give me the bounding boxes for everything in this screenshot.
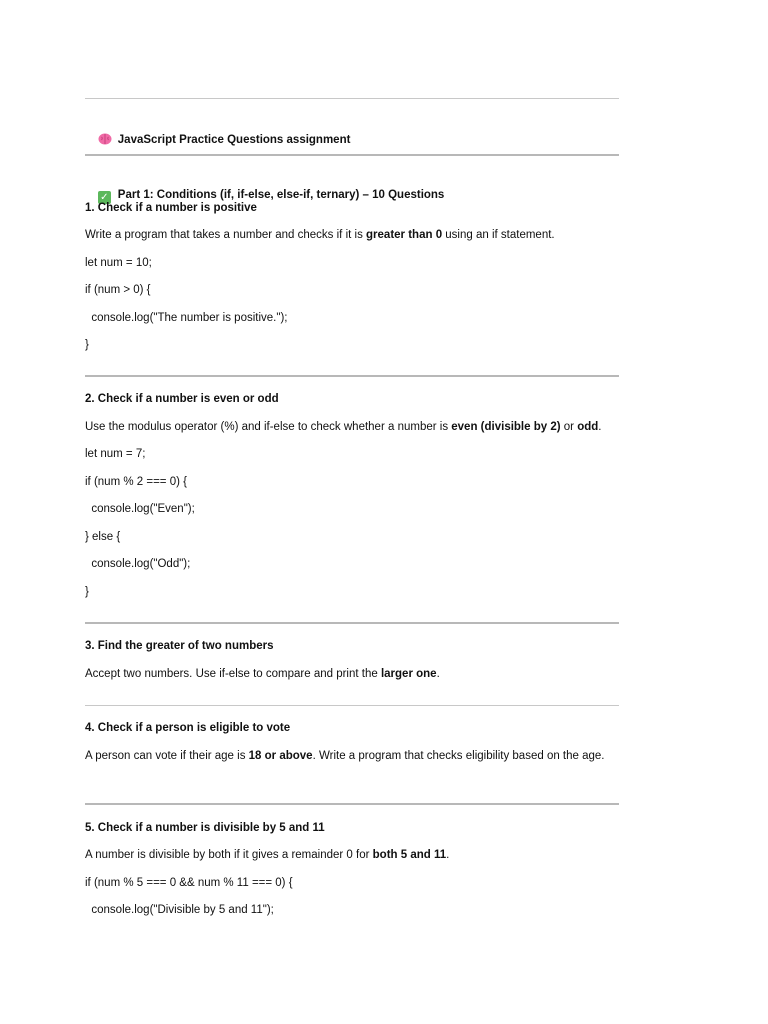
code-line: console.log("The number is positive."); <box>85 312 288 324</box>
code-line: if (num % 5 === 0 && num % 11 === 0) { <box>85 877 293 889</box>
divider <box>85 803 619 805</box>
brain-icon <box>98 132 112 146</box>
document-title-text: JavaScript Practice Questions assignment <box>117 134 351 146</box>
code-line: if (num > 0) { <box>85 284 151 296</box>
divider <box>85 154 619 156</box>
check-mark-icon: ✓ <box>98 191 111 204</box>
code-line: console.log("Even"); <box>85 503 195 515</box>
q5-heading: 5. Check if a number is divisible by 5 and 11 <box>85 822 325 834</box>
q5-description: A number is divisible by both if it gives a remainder 0 for both 5 and 11. <box>85 849 450 861</box>
code-line: if (num % 2 === 0) { <box>85 476 187 488</box>
document-title <box>85 117 350 163</box>
q4-heading: 4. Check if a person is eligible to vote <box>85 722 291 734</box>
q2-description: Use the modulus operator (%) and if-else to check whether a number is even (divisible by 2) or odd. <box>85 421 602 433</box>
divider <box>85 98 619 99</box>
divider <box>85 375 619 377</box>
code-line: console.log("Divisible by 5 and 11"); <box>85 904 274 916</box>
part1-heading-text: Part 1: Conditions (if, if-else, else-if, ternary) – 10 Questions <box>117 189 445 201</box>
q1-heading: 1. Check if a number is positive <box>85 202 257 214</box>
code-line: let num = 7; <box>85 448 146 460</box>
q3-heading: 3. Find the greater of two numbers <box>85 640 274 652</box>
divider <box>85 705 619 706</box>
code-line: } else { <box>85 531 121 543</box>
q1-description: Write a program that takes a number and checks if it is greater than 0 using an if statement. <box>85 229 555 241</box>
code-line: console.log("Odd"); <box>85 558 191 570</box>
code-line: } <box>85 339 89 351</box>
q3-description: Accept two numbers. Use if-else to compare and print the larger one. <box>85 668 440 680</box>
divider <box>85 622 619 624</box>
q4-description: A person can vote if their age is 18 or above. Write a program that checks eligibility based on the age. <box>85 750 605 762</box>
code-line: let num = 10; <box>85 257 152 269</box>
code-line: } <box>85 586 89 598</box>
q2-heading: 2. Check if a number is even or odd <box>85 393 279 405</box>
